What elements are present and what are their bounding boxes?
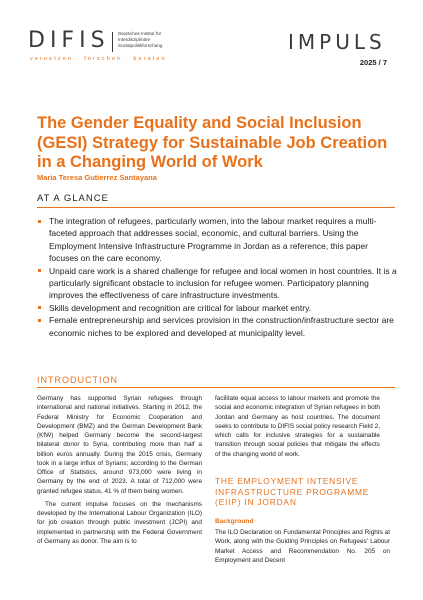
glance-bullet: Skills development and recognition are critical for labour market entry. bbox=[37, 302, 397, 314]
issue-number: 2025 / 7 bbox=[359, 58, 387, 67]
glance-heading: AT A GLANCE bbox=[37, 193, 109, 204]
difis-logo bbox=[28, 28, 163, 53]
logo-subtitle-line: Interdisziplinäre bbox=[118, 37, 151, 42]
body-column-left bbox=[37, 394, 202, 546]
logo-subtitle-line: Deutsches Institut für bbox=[118, 31, 162, 36]
logo-subtitle bbox=[118, 31, 188, 49]
glance-bullet-list bbox=[37, 215, 397, 339]
body-paragraph: Germany has supported Syrian refugees through international and national initiatives. Starting in 2012, the Federal Ministry for Economic Cooperation and Development (BMZ) and the German Development Bank (KfW) helped Germany become the second-largest bilateral donor to Syria, contributing more than half a billion euros annually. During the 2015 crisis, Germany took in a large influx of Syrians; according to the German Office of Statistics, around 973,000 were living in Germany by the end of 2023. A total of 712,000 were granted refugee status, 41 % of them being women. bbox=[37, 395, 202, 495]
background-heading: Background bbox=[215, 518, 254, 525]
eiip-section-heading: THE EMPLOYMENT INTENSIVE INFRASTRUCTURE PROGRAMME (EIIP) IN JORDAN bbox=[215, 476, 370, 507]
body-paragraph: facilitate equal access to labour markets and promote the social and economic integration of Syrian refugees in both Jordan and Germany as host countries. The document seeks to contribute to DIFIS social policy research Field 2, which calls for inclusive strategies for a sustainable transition through social policies that mitigate the effects of the changing world of work. bbox=[215, 395, 380, 458]
logo-wordmark: DIFIS bbox=[28, 28, 110, 53]
logo-divider bbox=[112, 32, 113, 52]
section-divider bbox=[37, 207, 395, 208]
introduction-heading: INTRODUCTION bbox=[37, 375, 118, 385]
document-title: The Gender Equality and Social Inclusion (GESI) Strategy for Sustainable Job Creation in a Changing World of Work bbox=[37, 114, 388, 171]
page-header bbox=[0, 0, 423, 90]
author-name: Maria Teresa Gutierrez Santayana bbox=[37, 173, 157, 182]
glance-bullet: Female entrepreneurship and services provision in the construction/infrastructure sector are economic niches to be explored and developed at municipality level. bbox=[37, 314, 397, 339]
series-name: IMPULS bbox=[288, 30, 386, 54]
glance-bullet: The integration of refugees, particularly women, into the labour market requires a multi-faceted approach that addresses social, economic, and cultural barriers. Using the Employment Intensive Infrastructure Programme in Jordan as a reference, this paper focuses on the care economy. bbox=[37, 215, 397, 265]
glance-bullet: Unpaid care work is a shared challenge for refugee and local women in host countries. It is a particularly significant obstacle to inclusion for refugee women. Participatory planning improves the effectiveness of care infrastructure investments. bbox=[37, 265, 397, 302]
logo-slogan: vernetzen · forschen · beraten bbox=[30, 56, 167, 62]
background-paragraph: The ILO Declaration on Fundamental Principles and Rights at Work, along with the Guiding Principles on Refugees' Labour Market Access and Recommendation No. 205 on Employment and Decent bbox=[215, 529, 390, 564]
body-paragraph: The current impulse focuses on the mechanisms developed by the International Labour Organization (ILO) for job creation through public investment (JCPI) and implemented in partnership with the Federal Government of Germany as donor. The aim is to bbox=[37, 500, 202, 545]
section-divider bbox=[37, 387, 395, 388]
body-column-right bbox=[215, 394, 380, 459]
logo-subtitle-line: Sozialpolitikforschung bbox=[118, 43, 163, 48]
